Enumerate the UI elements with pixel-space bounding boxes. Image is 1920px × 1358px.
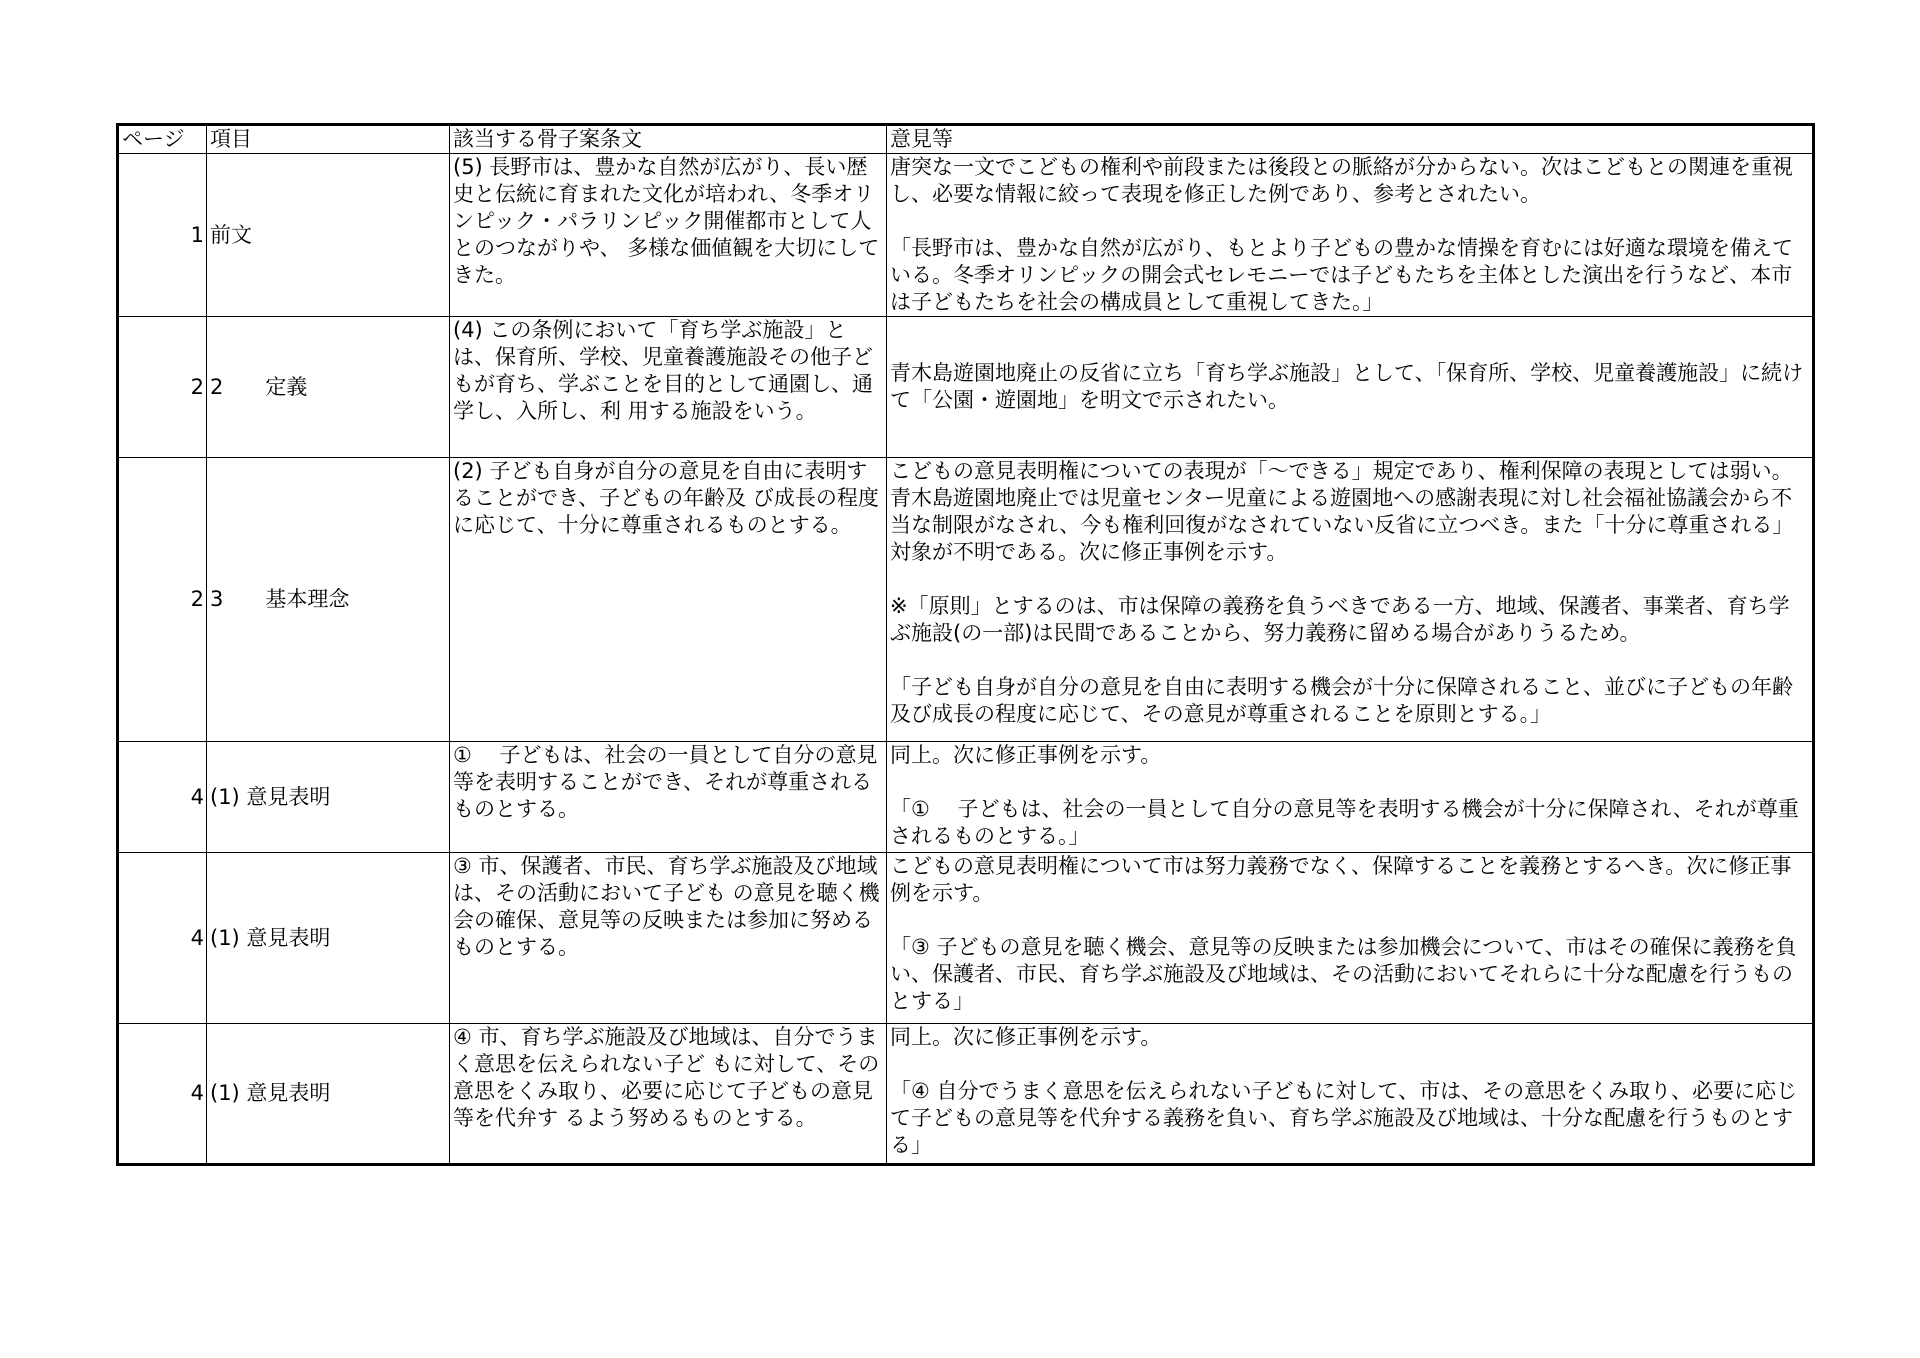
- opinion-paragraph: 同上。次に修正事例を示す。: [890, 743, 1162, 767]
- opinion-cell: [887, 317, 1814, 458]
- opinion-cell: [887, 742, 1814, 853]
- opinion-paragraph: 「① 子どもは、社会の一員として自分の意見等を表明する機会が十分に保障され、それが尊重されるものとする。」: [890, 797, 1799, 848]
- opinion-paragraph: 同上。次に修正事例を示す。: [890, 1025, 1162, 1049]
- paragraph-gap: [890, 208, 1809, 235]
- item-cell: (1) 意見表明: [207, 853, 450, 1024]
- opinion-table: [116, 123, 1815, 1166]
- opinion-cell: [887, 458, 1814, 742]
- header-item: 項目: [207, 125, 450, 154]
- clause-cell: (5) 長野市は、豊かな自然が広がり、長い歴史と伝統に育まれた文化が培われ、冬季オリンピック・パラリンピック開催都市として人とのつながりや、 多様な価値観を大切にしてきた。: [450, 154, 887, 317]
- opinion-paragraph: ※「原則」とするのは、市は保障の義務を負うべきである一方、地域、保護者、事業者、育ち学ぶ施設(の一部)は民間であることから、努力義務に留める場合がありうるため。: [890, 594, 1790, 645]
- paragraph-gap: [890, 1051, 1809, 1078]
- table-row: [118, 1024, 1814, 1165]
- item-cell: 2 定義: [207, 317, 450, 458]
- clause-cell: ③ 市、保護者、市民、育ち学ぶ施設及び地域は、その活動において子ども の意見を聴く機会の確保、意見等の反映または参加に努めるものとする。: [450, 853, 887, 1024]
- opinion-paragraph: 青木島遊園地廃止の反省に立ち「育ち学ぶ施設」として、「保育所、学校、児童養護施設」に続けて「公園・遊園地」を明文で示されたい。: [890, 361, 1804, 412]
- clause-cell: ④ 市、育ち学ぶ施設及び地域は、自分でうまく意思を伝えられない子ど もに対して、その意思をくみ取り、必要に応じて子どもの意見等を代弁す るよう努めるものとする。: [450, 1024, 887, 1165]
- header-page: ページ: [118, 125, 207, 154]
- clause-cell: ① 子どもは、社会の一員として自分の意見等を表明することができ、それが尊重されるものとする。: [450, 742, 887, 853]
- paragraph-gap: [890, 907, 1809, 934]
- table-row: [118, 317, 1814, 458]
- item-cell: (1) 意見表明: [207, 742, 450, 853]
- opinion-cell: [887, 853, 1814, 1024]
- header-row: [118, 125, 1814, 154]
- header-clause: 該当する骨子案条文: [450, 125, 887, 154]
- table-row: [118, 853, 1814, 1024]
- table-row: [118, 458, 1814, 742]
- page-number-cell: 4: [118, 742, 207, 853]
- paragraph-gap: [890, 647, 1809, 674]
- page-number-cell: 4: [118, 1024, 207, 1165]
- opinion-cell: [887, 1024, 1814, 1165]
- table-row: [118, 154, 1814, 317]
- opinion-paragraph: 「③ 子どもの意見を聴く機会、意見等の反映または参加機会について、市はその確保に義務を負い、保護者、市民、育ち学ぶ施設及び地域は、その活動においてそれらに十分な配慮を行うものとする」: [890, 935, 1797, 1013]
- opinion-paragraph: 「子ども自身が自分の意見を自由に表明する機会が十分に保障されること、並びに子どもの年齢及び成長の程度に応じて、その意見が尊重されることを原則とする。」: [890, 675, 1793, 726]
- table-row: [118, 742, 1814, 853]
- page-number-cell: 2: [118, 317, 207, 458]
- item-cell: (1) 意見表明: [207, 1024, 450, 1165]
- page-number-cell: 2: [118, 458, 207, 742]
- clause-cell: (4) この条例において「育ち学ぶ施設」とは、保育所、学校、児童養護施設その他子どもが育ち、学ぶことを目的として通園し、通学し、入所し、利 用する施設をいう。: [450, 317, 887, 458]
- opinion-paragraph: こどもの意見表明権について市は努力義務でなく、保障することを義務とするへき。次に修正事例を示す。: [890, 854, 1792, 905]
- opinion-paragraph: こどもの意見表明権についての表現が「～できる」規定であり、権利保障の表現としては弱い。青木島遊園地廃止では児童センター児童による遊園地への感謝表現に対し社会福祉協議会から不当な制限がなされ、今も権利回復がなされていない反省に立つべき。また「十分に尊重される」対象が不明である。次に修正事例を示す。: [890, 459, 1794, 564]
- item-cell: 3 基本理念: [207, 458, 450, 742]
- paragraph-gap: [890, 769, 1809, 796]
- header-opinion: 意見等: [887, 125, 1814, 154]
- opinion-paragraph: 唐突な一文でこどもの権利や前段または後段との脈絡が分からない。次はこどもとの関連を重視し、必要な情報に絞って表現を修正した例であり、参考とされたい。: [890, 155, 1793, 206]
- opinion-paragraph: 「長野市は、豊かな自然が広がり、もとより子どもの豊かな情操を育むには好適な環境を備えている。冬季オリンピックの開会式セレモニーでは子どもたちを主体とした演出を行うなど、本市は子どもたちを社会の構成員として重視してきた。」: [890, 236, 1793, 314]
- page-number-cell: 4: [118, 853, 207, 1024]
- clause-cell: (2) 子ども自身が自分の意見を自由に表明することができ、子どもの年齢及 び成長の程度に応じて、十分に尊重されるものとする。: [450, 458, 887, 742]
- opinion-paragraph: 「④ 自分でうまく意思を伝えられない子どもに対して、市は、その意思をくみ取り、必要に応じて子どもの意見等を代弁する義務を負い、育ち学ぶ施設及び地域は、十分な配慮を行うものとする」: [890, 1079, 1798, 1157]
- page-number-cell: 1: [118, 154, 207, 317]
- paragraph-gap: [890, 566, 1809, 593]
- opinion-cell: [887, 154, 1814, 317]
- item-cell: 前文: [207, 154, 450, 317]
